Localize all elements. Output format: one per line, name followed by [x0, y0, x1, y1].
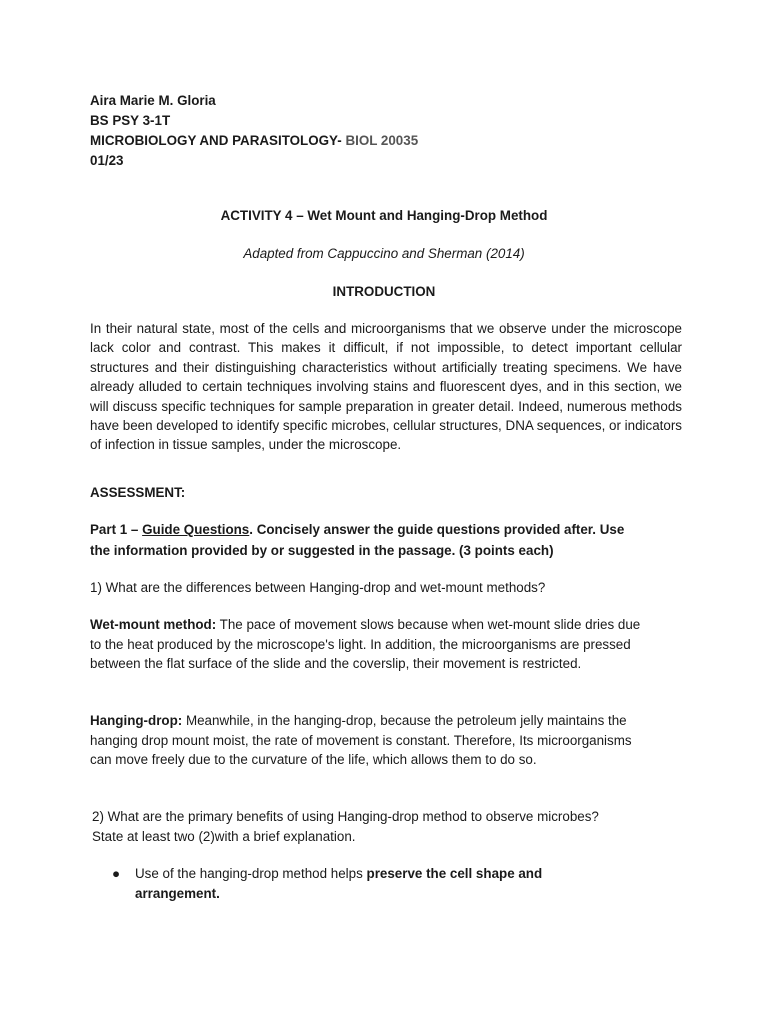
assessment-heading: ASSESSMENT:	[90, 485, 186, 500]
part1-instructions-line1: . Concisely answer the guide questions provided after. Use	[249, 522, 625, 537]
course-name: MICROBIOLOGY AND PARASITOLOGY-	[90, 133, 346, 148]
wet-mount-answer	[90, 615, 650, 674]
activity-title: ACTIVITY 4 – Wet Mount and Hanging-Drop Method	[220, 208, 548, 223]
student-name: Aira Marie M. Gloria	[90, 93, 216, 108]
hanging-drop-label: Hanging-drop:	[90, 713, 183, 728]
part1-instructions	[90, 519, 768, 561]
question-2: 2) What are the primary benefits of using Hanging-drop method to observe microbes? State at least two (2)with a brief explanation.	[92, 809, 599, 844]
introduction-heading: INTRODUCTION	[332, 284, 436, 299]
activity-source: Adapted from Cappuccino and Sherman (2014)	[243, 246, 525, 261]
student-header	[90, 91, 768, 171]
part1-instructions-line2: the information provided by or suggested in the passage. (3 points each)	[90, 543, 554, 558]
bullet-bold-text: preserve the cell shape and arrangement.	[135, 866, 543, 901]
part1-prefix: Part 1 –	[90, 522, 143, 537]
wet-mount-text: The pace of movement slows because when wet-mount slide dries due to the heat produced by the microscope's light. In addition, the microorganisms are pressed between the flat surface of the slide and the coverslip, their movement is restricted.	[90, 617, 641, 672]
question-1: 1) What are the differences between Hanging-drop and wet-mount methods?	[90, 580, 546, 595]
hanging-drop-answer	[90, 711, 650, 770]
hanging-drop-text: Meanwhile, in the hanging-drop, because the petroleum jelly maintains the hanging drop mount moist, the rate of movement is constant. Therefore, Its microorganisms can move freely due to the curvature of the life, which allows them to do so.	[90, 713, 632, 768]
introduction-paragraph: In their natural state, most of the cells and microorganisms that we observe under the microscope lack color and contrast. This makes it difficult, if not impossible, to detect important cellular structures and their distinguishing characteristics without artificially treating specimens. We have already alluded to certain techniques involving stains and fluorescent dyes, and in this section, we will discuss specific techniques for sample preparation in greater detail. Indeed, numerous methods have been developed to identify specific microbes, cellular structures, DNA sequences, or indicators of infection in tissue samples, under the microscope.	[90, 321, 682, 453]
bullet-plain-text: Use of the hanging-drop method helps	[135, 866, 367, 881]
course-line	[90, 131, 768, 151]
student-section: BS PSY 3-1T	[90, 113, 171, 128]
bullet-icon: ●	[112, 866, 121, 881]
wet-mount-label: Wet-mount method:	[90, 617, 217, 632]
date: 01/23	[90, 153, 124, 168]
part1-label: Guide Questions	[142, 522, 250, 537]
course-code: BIOL 20035	[345, 133, 419, 148]
bullet-text	[135, 864, 572, 904]
